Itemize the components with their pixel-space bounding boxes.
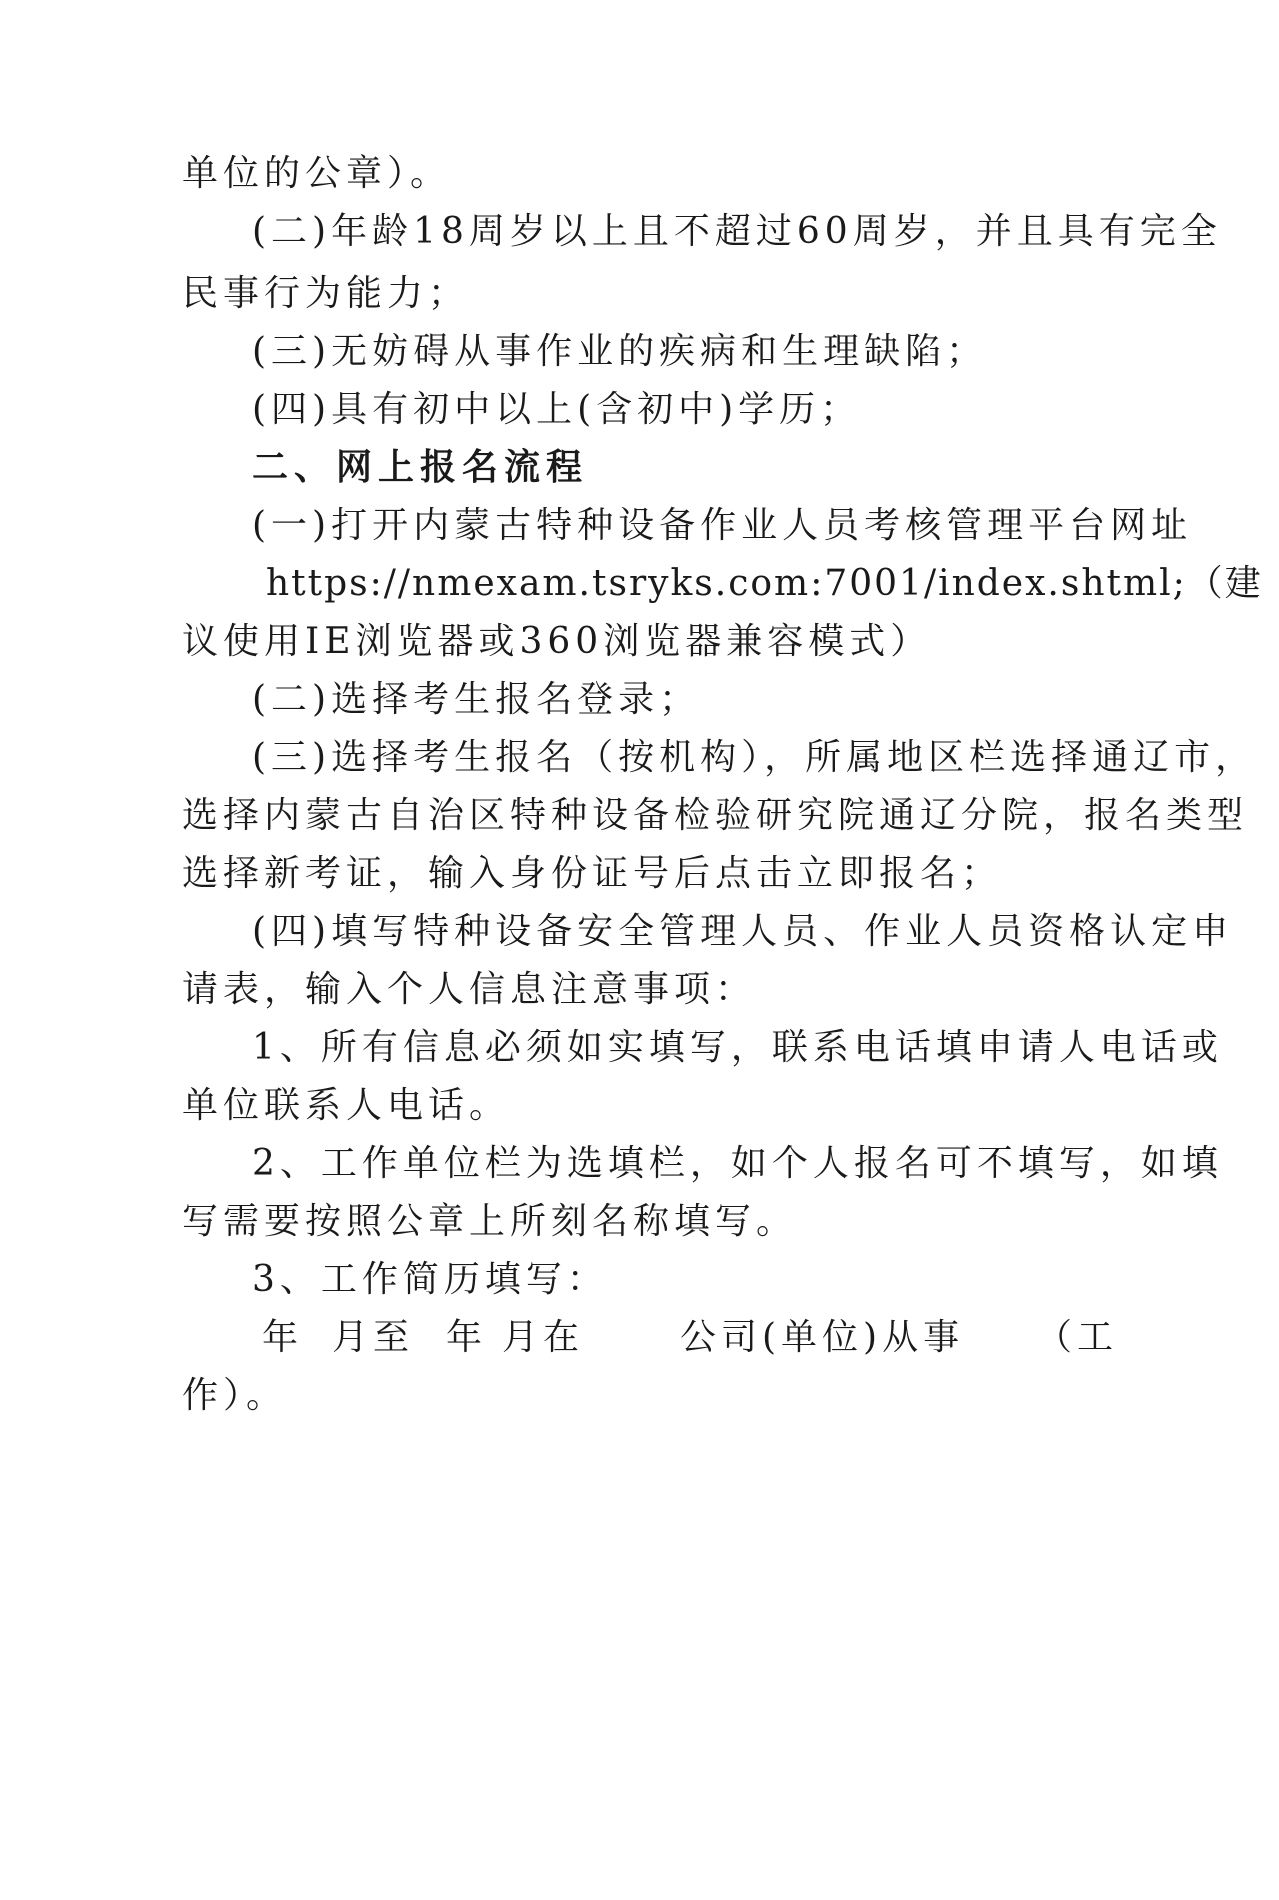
template-work-open: （工 [1036, 1317, 1119, 1358]
step-3-cont-1: 选择内蒙古自治区特种设备检验研究院通辽分院，报名类型 [182, 795, 1249, 836]
step-4-fill-form: (四)填写特种设备安全管理人员、作业人员资格认定申 [252, 911, 1234, 952]
template-company: 公司(单位)从事 [680, 1317, 965, 1358]
requirement-education: (四)具有初中以上(含初中)学历； [252, 389, 862, 430]
requirement-age: (二)年龄18周岁以上且不超过60周岁，并且具有完全 [252, 211, 1222, 252]
note-1-cont: 单位联系人电话。 [182, 1085, 511, 1126]
note-2-cont: 写需要按照公章上所刻名称填写。 [182, 1201, 798, 1242]
section-heading-online-registration: 二、网上报名流程 [252, 447, 589, 488]
platform-url: https://nmexam.tsryks.com:7001/index.shtml;（建 [266, 563, 1263, 604]
step-2-login: (二)选择考生报名登录； [252, 679, 701, 720]
step-3-select-institution: (三)选择考生报名（按机构），所属地区栏选择通辽市， [252, 737, 1257, 778]
step-4-cont: 请表，输入个人信息注意事项： [182, 969, 757, 1010]
step-1-open-platform: (一)打开内蒙古特种设备作业人员考核管理平台网址 [252, 505, 1193, 546]
step-3-cont-2: 选择新考证，输入身份证号后点击立即报名； [182, 853, 1003, 894]
template-work-close: 作）。 [182, 1375, 288, 1416]
template-month-to: 月至 [332, 1317, 415, 1358]
note-2-work-unit: 2、工作单位栏为选填栏，如个人报名可不填写，如填 [252, 1143, 1223, 1184]
requirement-health: (三)无妨碍从事作业的疾病和生理缺陷； [252, 331, 988, 372]
note-1-truthful-info: 1、所有信息必须如实填写，联系电话填申请人电话或 [252, 1027, 1223, 1068]
browser-recommendation: 议使用IE浏览器或360浏览器兼容模式） [182, 621, 932, 662]
template-year-1: 年 [262, 1317, 304, 1358]
paragraph-line-1: 单位的公章）。 [182, 153, 452, 194]
template-year-2: 年 [446, 1317, 488, 1358]
template-month-at: 月在 [502, 1317, 585, 1358]
note-3-work-history: 3、工作简历填写： [252, 1259, 608, 1300]
requirement-age-cont: 民事行为能力； [182, 273, 470, 314]
